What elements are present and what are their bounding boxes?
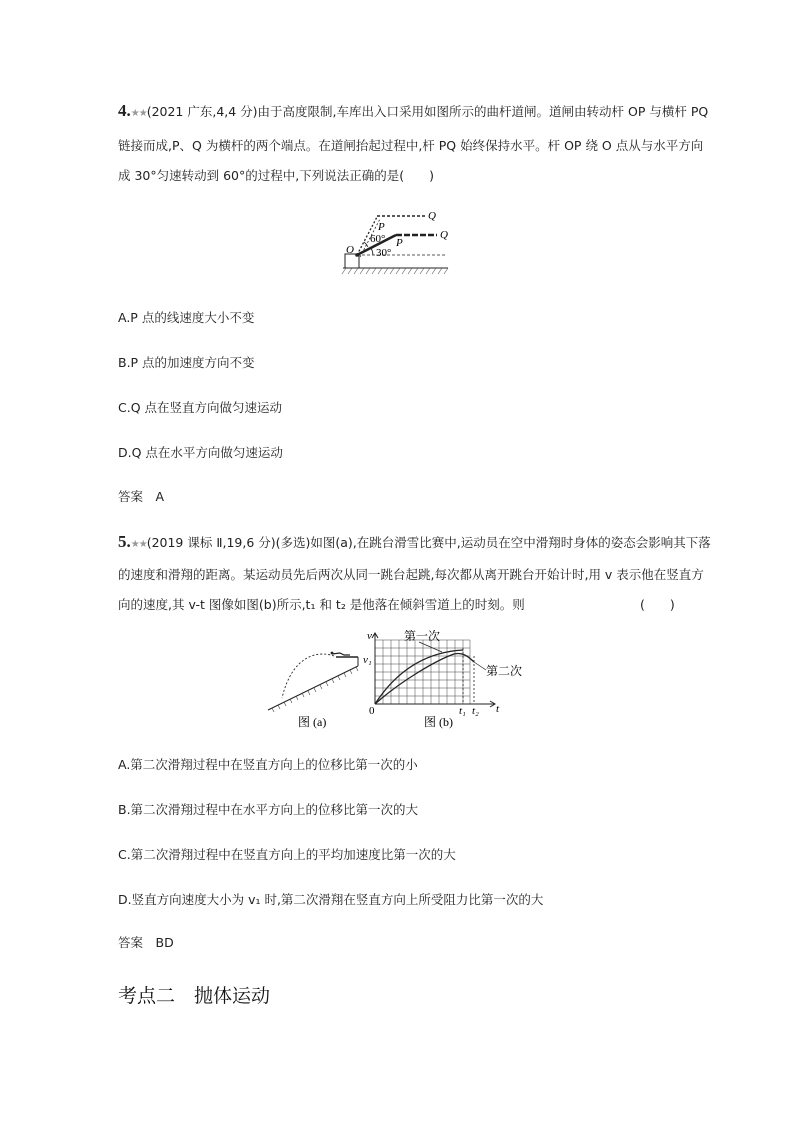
label-v1: v₁ bbox=[363, 654, 372, 666]
axis-label-v: v bbox=[367, 630, 372, 642]
q4-option-b: B.P 点的加速度方向不变 bbox=[118, 355, 255, 370]
legend-second: 第二次 bbox=[486, 664, 523, 678]
question-number: 5. bbox=[118, 532, 131, 551]
difficulty-stars: ★★ bbox=[130, 539, 147, 550]
question-5-line-3: 向的速度,其 v-t 图像如图(b)所示,t₁ 和 t₂ 是他落在倾斜雪道上的时刻。则 bbox=[118, 597, 525, 612]
question-5-line-1 bbox=[118, 532, 711, 552]
label-o: O bbox=[346, 244, 354, 256]
legend-first: 第一次 bbox=[404, 630, 441, 643]
skier-icon bbox=[332, 653, 350, 655]
difficulty-stars: ★★ bbox=[130, 108, 147, 119]
vt-graph bbox=[362, 630, 532, 732]
axis-label-t: t bbox=[496, 703, 500, 715]
q5-option-c: C.第二次滑翔过程中在竖直方向上的平均加速度比第一次的大 bbox=[118, 847, 456, 862]
question-4-line-2: 链接而成,P、Q 为横杆的两个端点。在道闸抬起过程中,杆 PQ 始终保持水平。杆 OP 绕 O 点从与水平方向 bbox=[118, 138, 704, 153]
graph-grid bbox=[375, 640, 470, 704]
question-5-bracket: ( ) bbox=[640, 597, 675, 612]
label-angle-30: 30° bbox=[376, 247, 392, 259]
leader-second bbox=[474, 662, 486, 670]
q5-option-a: A.第二次滑翔过程中在竖直方向上的位移比第一次的小 bbox=[118, 757, 418, 772]
label-angle-60: 60° bbox=[370, 233, 386, 245]
caption-a: 图 (a) bbox=[298, 715, 327, 729]
question-text: (2021 广东,4,4 分)由于高度限制,车库出入口采用如图所示的曲杆道闸。道闸由转动杆 OP 与横杆 PQ bbox=[146, 104, 709, 119]
question-4-line-3: 成 30°匀速转动到 60°的过程中,下列说法正确的是( ) bbox=[118, 168, 434, 183]
gate-diagram bbox=[340, 206, 452, 278]
question-text: (2019 课标 Ⅱ,19,6 分)(多选)如图(a),在跳台滑雪比赛中,运动员在空中滑翔时身体的姿态会影响其下落 bbox=[146, 535, 711, 550]
question-4-line-1 bbox=[118, 101, 708, 121]
angle-arc-30 bbox=[371, 248, 373, 255]
q4-option-a: A.P 点的线速度大小不变 bbox=[118, 310, 255, 325]
label-t1: t₁ bbox=[459, 705, 466, 717]
q4-option-c: C.Q 点在竖直方向做匀速运动 bbox=[118, 400, 283, 415]
pivot-o bbox=[355, 253, 359, 257]
ski-jump-figure bbox=[262, 648, 372, 730]
label-p-upper: P bbox=[378, 221, 385, 233]
slope-hatch bbox=[272, 667, 358, 712]
q5-answer: 答案 BD bbox=[118, 935, 174, 950]
q4-option-d: D.Q 点在水平方向做匀速运动 bbox=[118, 445, 283, 460]
label-p-lower: P bbox=[396, 237, 403, 249]
label-q-upper: Q bbox=[428, 210, 436, 222]
label-q-lower: Q bbox=[440, 229, 448, 241]
ground-hatch bbox=[342, 268, 448, 274]
slope-surface bbox=[268, 666, 358, 710]
q5-option-d: D.竖直方向速度大小为 v₁ 时,第二次滑翔在竖直方向上所受阻力比第一次的大 bbox=[118, 892, 544, 907]
curve-second bbox=[375, 653, 474, 704]
leader-first bbox=[419, 642, 442, 652]
question-number: 4. bbox=[118, 101, 131, 120]
label-t2: t₂ bbox=[472, 705, 479, 717]
caption-b: 图 (b) bbox=[424, 715, 453, 729]
q4-answer: 答案 A bbox=[118, 489, 165, 504]
q5-option-b: B.第二次滑翔过程中在水平方向上的位移比第一次的大 bbox=[118, 802, 419, 817]
label-origin: 0 bbox=[369, 705, 375, 717]
section-heading: 考点二 抛体运动 bbox=[118, 985, 271, 1007]
question-5-line-2: 的速度和滑翔的距离。某运动员先后两次从同一跳台起跳,每次都从离开跳台开始计时,用 v 表示他在竖直方 bbox=[118, 567, 704, 582]
